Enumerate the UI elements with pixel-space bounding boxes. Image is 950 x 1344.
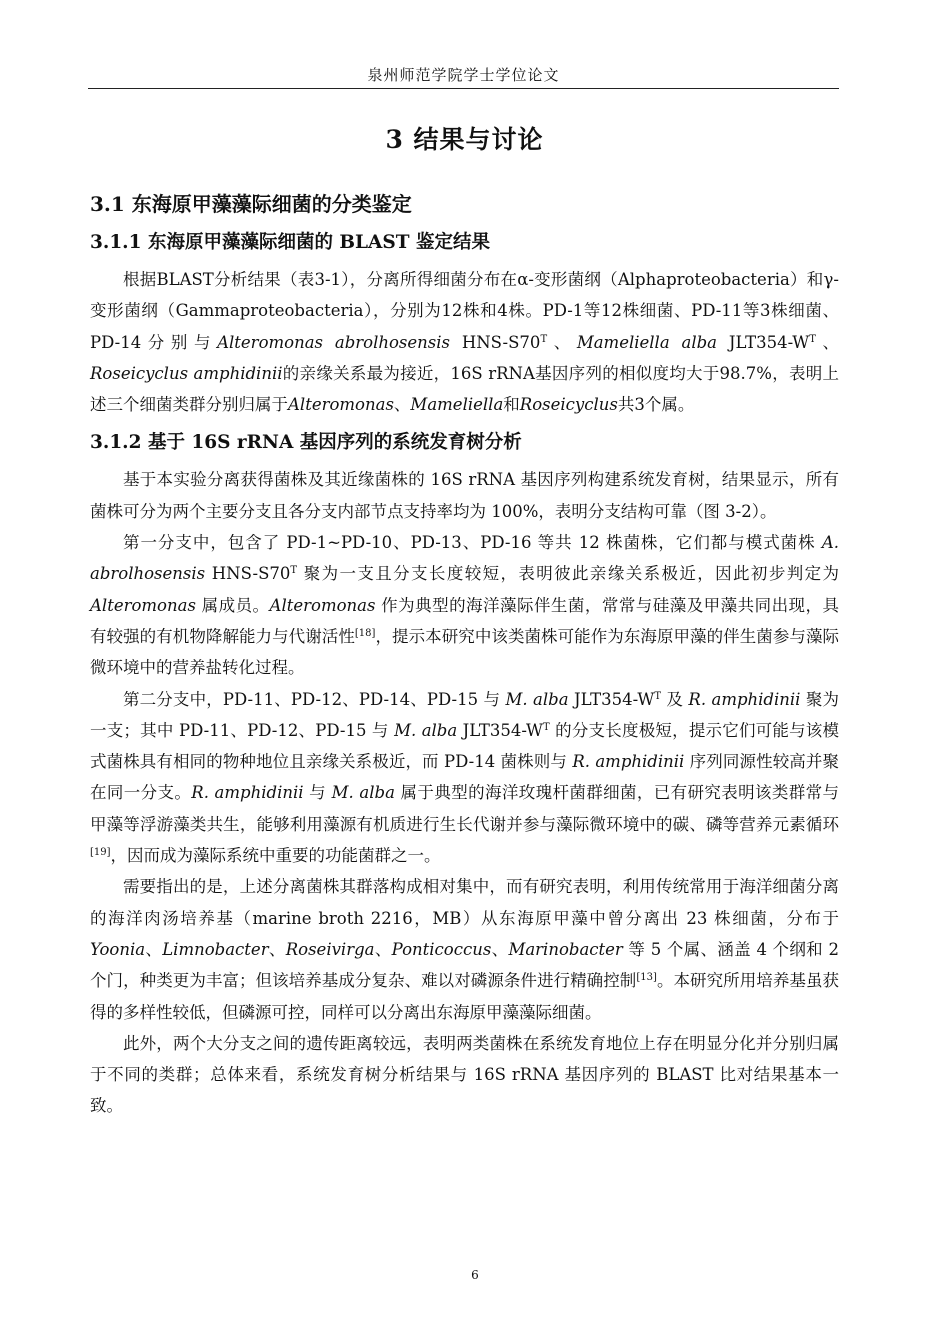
paragraph-first-branch: 第一分支中，包含了 PD-1~PD-10、PD-13、PD-16 等共 12 株菌株，它们都与模式菌株 A. abrolhosensis HNS-$S70^T$ 聚为一支且分支长度较短，表明彼此亲缘关系极近，因此初步判定为 Alteromonas 属成员。Alteromonas 作为典型的海洋藻际伴生菌，常常与硅藻及甲藻共同出现，具有较强的有机物降解能力与代谢活性[18]，提示本研究中该类菌株可能作为东海原甲藻的伴生菌参与藻际微环境中的营养盐转化过程。 — [90, 533, 840, 678]
running-header: 泉州师范学院学士学位论文 — [367, 66, 560, 84]
paragraph-tree-overview: 基于本实验分离获得菌株及其近缘菌株的 16S rRNA 基因序列构建系统发育树，结果显示，所有菌株可分为两个主要分支且各分支内部节点支持率均为 100%，表明分支结构可靠（图 3-2）。 — [90, 470, 839, 521]
section-heading-3-1-2: 3.1.2 基于 16S rRNA 基因序列的系统发育树分析 — [90, 432, 522, 454]
section-heading-3-1-1: 3.1.1 东海原甲藻藻际细菌的 BLAST 鉴定结果 — [90, 232, 490, 253]
paragraph-conclusion: 此外，两个大分支之间的遗传距离较远，表明两类菌株在系统发育地位上存在明显分化并分别归属于不同的类群；总体来看，系统发育树分析结果与 16S rRNA 基因序列的 BLAST 比对结果基本一致。 — [90, 1033, 839, 1116]
paragraph-culture-medium: 需要指出的是，上述分离菌株其群落构成相对集中，而有研究表明，利用传统常用于海洋细菌分离的海洋肉汤培养基（marine broth 2216，MB）从东海原甲藻中曾分离出 23 株细菌，分布于 Yoonia、Limnobacter、Roseivirga、Ponticoccus、Marinobacter 等 5 个属、涵盖 4 个纲和 2 个门，种类更为丰富；但该培养基成分复杂、难以对磷源条件进行精确控制[13]。本研究所用培养基虽获得的多样性较低，但磷源可控，同样可以分离出东海原甲藻藻际细菌。 — [90, 877, 840, 1022]
page-body — [90, 110, 839, 1122]
section-heading-3-1: 3.1 东海原甲藻藻际细菌的分类鉴定 — [90, 192, 412, 216]
header-rule — [88, 88, 839, 89]
chapter-title: 3 结果与讨论 — [385, 125, 544, 154]
citation-18: [18] — [354, 627, 376, 639]
citation-13: [13] — [636, 972, 657, 984]
citation-19: [19] — [90, 847, 111, 859]
page-number: 6 — [471, 1268, 479, 1282]
paragraph-blast-results: 根据BLAST分析结果（表3-1），分离所得细菌分布在α-变形菌纲（Alphaproteobacteria）和γ-变形菌纲（Gammaproteobacteria），分别为12株和4株。PD-1等12株细菌、PD-11等3株细菌、PD-14分别与Alteromonas abrolhosensis HNS-$S70^T$、Mameliella alba $JLT354-W^T$、Roseicyclus amphidinii的亲缘关系最为接近，16S rRNA基因序列的相似度均大于98.7%，表明上述三个细菌类群分别归属于Alteromonas、Mameliella和Roseicyclus共3个属。 — [90, 270, 840, 415]
paragraph-second-branch: 第二分支中，PD-11、PD-12、PD-14、PD-15 与 M. alba $JLT354-W^T$ 及 R. amphidinii 聚为一支；其中 PD-11、PD-12、PD-15 与 M. alba $JLT354-W^T$ 的分支长度极短，提示它们可能与该模式菌株具有相同的物种地位且亲缘关系极近，而 PD-14 菌株则与 R. amphidinii 序列同源性较高并聚在同一分支。R. amphidinii 与 M. alba 属于典型的海洋玫瑰杆菌群细菌，已有研究表明该类群常与甲藻等浮游藻类共生，能够利用藻源有机质进行生长代谢并参与藻际微环境中的碳、磷等营养元素循环[19]，因而成为藻际系统中重要的功能菌群之一。 — [90, 689, 839, 866]
